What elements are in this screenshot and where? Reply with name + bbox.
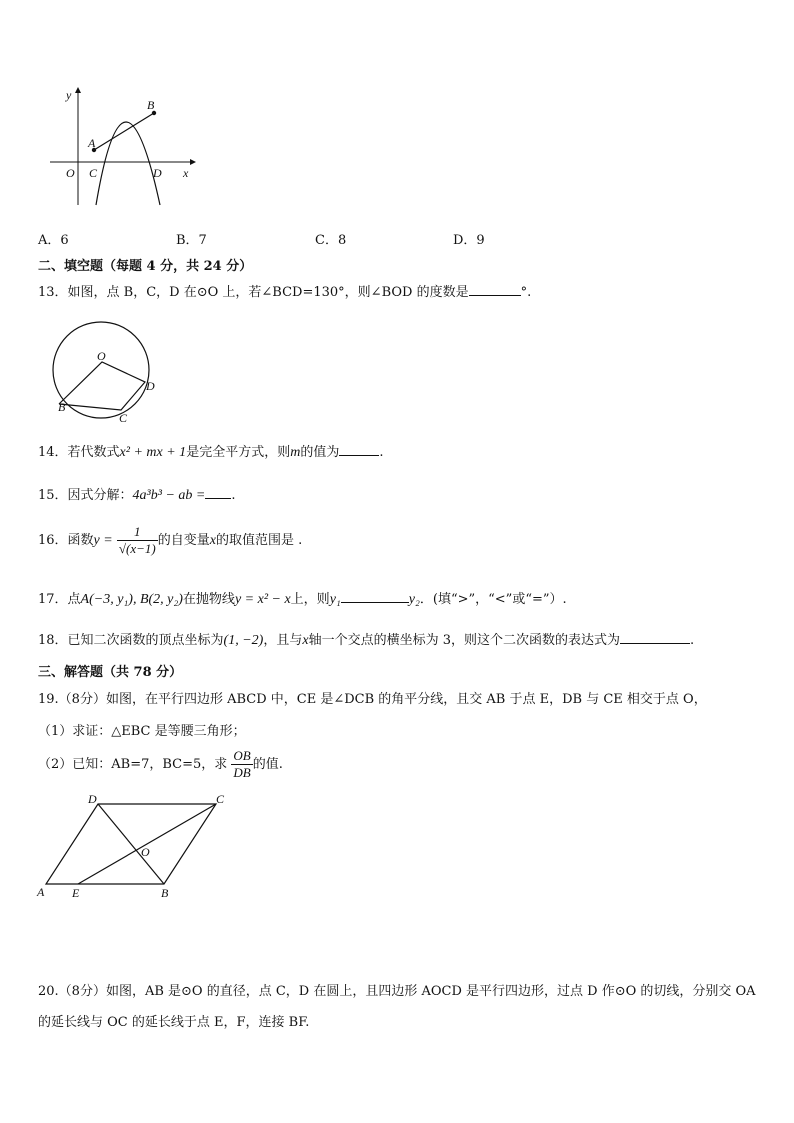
q19-numerator: OB <box>233 748 251 763</box>
segment-ab <box>94 113 154 150</box>
q13-figure <box>50 318 166 430</box>
q18-var: x <box>302 633 309 648</box>
q19-denominator: DB <box>233 765 251 780</box>
q19-fraction <box>231 748 252 781</box>
q19-part2-post: 的值. <box>252 757 283 772</box>
q19-part2-pre: （2）已知：AB=7，BC=5，求 <box>38 757 228 772</box>
label-c: C <box>216 792 225 806</box>
label-d: D <box>153 166 162 180</box>
q17-y2: y₂ <box>408 592 420 607</box>
q14-mid: 是完全平方式，则 <box>186 445 291 460</box>
q13-text: 13．如图，点 B，C，D 在⊙O 上，若∠BCD=130°，则∠BOD 的度数是 <box>38 285 469 300</box>
q17-curve: y = x² − x <box>234 592 291 607</box>
quad-obcd <box>59 362 145 410</box>
q12-figure <box>44 85 204 210</box>
label-x: x <box>183 166 189 180</box>
q20-line2: 的延长线与 OC 的延长线于点 E，F，连接 BF. <box>38 1015 310 1030</box>
q19-part2 <box>38 748 283 781</box>
q15-answer-blank <box>205 485 231 499</box>
q17-end: ．(填“>”，“<”或“=”）. <box>419 592 567 607</box>
q16-lhs: y = <box>93 533 113 548</box>
q16-post: 的取值范围是 . <box>215 533 303 548</box>
choice-b: B．7 <box>176 233 207 248</box>
q19-text: 19.（8分）如图，在平行四边形 ABCD 中，CE 是∠DCB 的角平分线，且交 AB 于点 E，DB 与 CE 相交于点 O， <box>38 692 707 707</box>
q15-end: . <box>231 488 236 503</box>
label-o: O <box>141 845 150 859</box>
q18-vertex: (1, −2) <box>223 633 264 648</box>
q14-pre: 14．若代数式 <box>38 445 120 460</box>
label-o: O <box>97 349 106 363</box>
q18-mid: ，且与 <box>263 633 303 648</box>
q16-line <box>38 524 302 557</box>
q15-line <box>38 484 235 504</box>
choice-c: C．8 <box>315 233 347 248</box>
q14-line <box>38 441 383 461</box>
q13-answer-blank <box>469 282 521 296</box>
label-d: D <box>88 792 97 806</box>
q16-denominator: √(x−1) <box>118 541 156 556</box>
q17-answer-blank <box>341 589 409 603</box>
label-a: A <box>37 885 45 899</box>
y-axis-arrow <box>75 87 81 93</box>
q14-expr: x² + mx + 1 <box>119 445 187 460</box>
parabola-curve <box>96 122 160 205</box>
diagonal-db <box>98 804 164 884</box>
q19-part1: （1）求证：△EBC 是等腰三角形； <box>38 724 246 739</box>
q16-var: x <box>209 533 216 548</box>
q17-post: 上，则 <box>290 592 330 607</box>
choice-a: A．6 <box>38 233 69 248</box>
circle-o <box>53 322 149 418</box>
q14-answer-blank <box>339 442 379 456</box>
label-c: C <box>119 411 128 425</box>
q14-post: 的值为 <box>300 445 340 460</box>
q16-fraction <box>117 524 158 557</box>
label-b: B <box>161 886 169 900</box>
q16-mid: 的自变量 <box>157 533 210 548</box>
label-c: C <box>89 166 98 180</box>
q17-points: A(−3, y₁), B(2, y₂) <box>80 592 183 607</box>
q15-pre: 15．因式分解： <box>38 488 133 503</box>
q18-line <box>38 629 694 649</box>
label-a: A <box>88 136 96 150</box>
q16-numerator: 1 <box>117 524 158 541</box>
q18-answer-blank <box>620 630 690 644</box>
q17-pre: 17．点 <box>38 592 81 607</box>
segment-ce <box>78 804 216 884</box>
q17-y1: y₁ <box>329 592 341 607</box>
q17-mid: 在抛物线 <box>182 592 235 607</box>
q16-pre: 16．函数 <box>38 533 94 548</box>
q14-var: m <box>290 445 301 460</box>
q13-line <box>38 281 531 300</box>
label-b: B <box>58 400 66 414</box>
q19-figure <box>34 790 234 902</box>
label-b: B <box>147 98 155 112</box>
label-e: E <box>72 886 80 900</box>
q15-expr: 4a³b³ − ab = <box>132 488 206 503</box>
label-y: y <box>66 88 72 102</box>
label-d: D <box>146 379 155 393</box>
q20-line1: 20.（8分）如图，AB 是⊙O 的直径，点 C，D 在圆上，且四边形 AOCD 是平行四边形，过点 D 作⊙O 的切线，分别交 OA <box>38 984 756 999</box>
choice-d: D．9 <box>453 233 485 248</box>
q18-end: . <box>689 633 695 648</box>
section-2-heading: 二、填空题（每题 4 分，共 24 分） <box>38 259 253 274</box>
q14-end: . <box>379 445 384 460</box>
q18-post: 轴一个交点的横坐标为 3，则这个二次函数的表达式为 <box>308 633 620 648</box>
x-axis-arrow <box>190 159 196 165</box>
section-3-heading: 三、解答题（共 78 分） <box>38 665 183 680</box>
label-o: O <box>66 166 75 180</box>
q17-line <box>38 588 567 608</box>
q13-after: °. <box>520 285 532 300</box>
q18-pre: 18．已知二次函数的顶点坐标为 <box>38 633 224 648</box>
